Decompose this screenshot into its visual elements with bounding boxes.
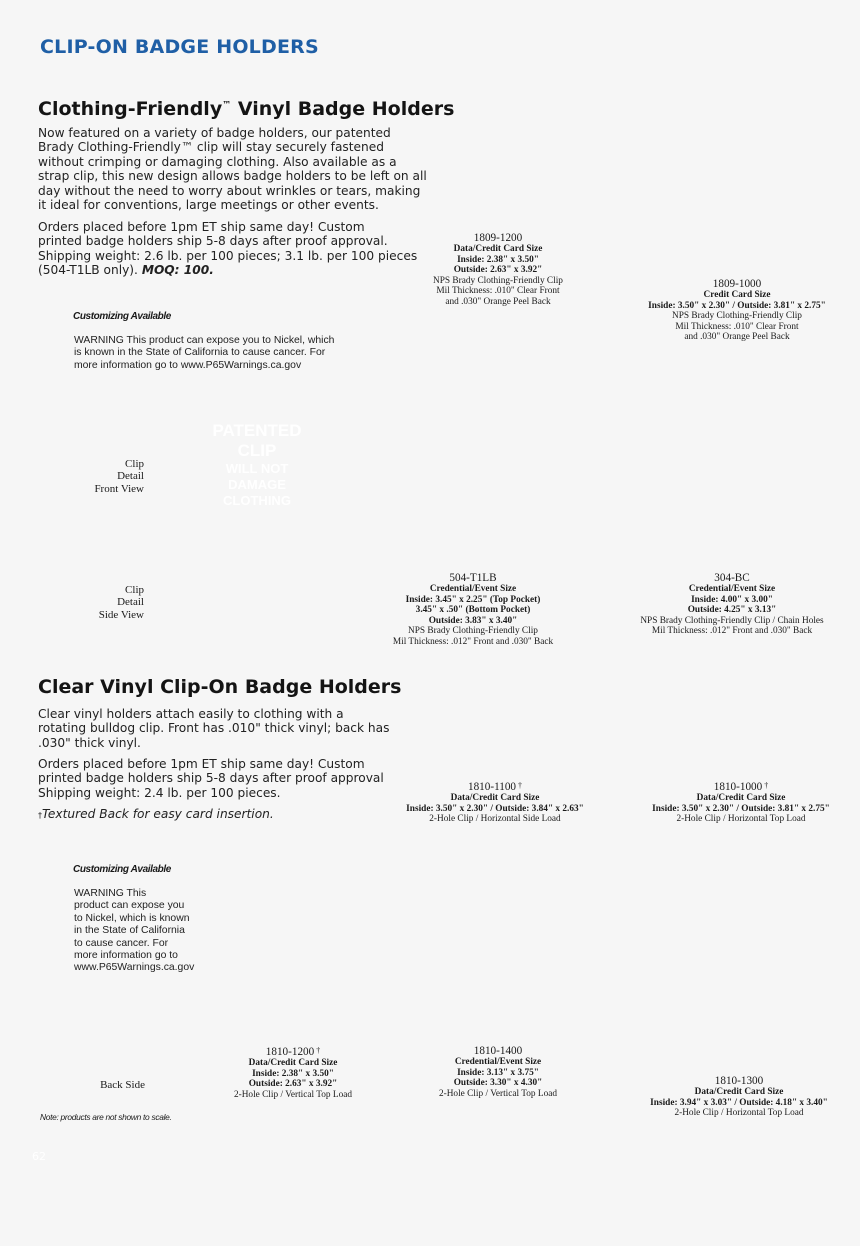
clear-vinyl-heading: Clear Vinyl Clip-On Badge Holders — [38, 676, 402, 698]
product-1810-1000: 1810-1000 † Data/Credit Card Size Inside: 3.50" x 2.30" / Outside: 3.81" x 2.75" 2-Hole Clip / Horizontal Top Load — [652, 781, 830, 825]
scale-note: Note: products are not shown to scale. — [40, 1112, 172, 1122]
clothing-friendly-heading: Clothing-Friendly™ Vinyl Badge Holders — [38, 98, 455, 120]
prop65-warning: WARNING This product can expose you to Nickel, which is known in the State of California to cause cancer. For more information go to www.P65Warnings.ca.gov — [74, 335, 335, 371]
product-1810-1200: 1810-1200 † Data/Credit Card Size Inside: 2.38" x 3.50" Outside: 2.63" x 3.92" 2-Hole Clip / Vertical Top Load — [233, 1046, 353, 1100]
clothing-friendly-description: Now featured on a variety of badge holders, our patented Brady Clothing-Friendly™ clip will stay securely fastened without crimping or damaging clothing. Also available as a strap clip, this new design allows badge holders to be left on all day without the need to worry about wrinkles or tears, making it ideal for conventions, large meetings or other events. — [38, 126, 427, 213]
clip-detail-front-label: Clip Detail Front View — [94, 458, 144, 495]
clear-vinyl-description: Clear vinyl holders attach easily to clothing with a rotating bulldog clip. Front has .010" thick vinyl; back has .030" thick vinyl. — [38, 707, 390, 750]
product-504-T1LB: 504-T1LB Credential/Event Size Inside: 3.45" x 2.25" (Top Pocket) 3.45" x .50" (Bottom Pocket) Outside: 3.83" x 3.40" NPS Brady Clothing-Friendly Clip Mil Thickness: .012" Front and .030" Back — [392, 572, 554, 647]
product-304-BC: 304-BC Credential/Event Size Inside: 4.00" x 3.00" Outside: 4.25" x 3.13" NPS Brady Clothing-Friendly Clip / Chain Holes Mil Thickness: .012" Front and .030" Back — [640, 572, 824, 637]
patented-clip-badge: PATENTED CLIP WILL NOT DAMAGE CLOTHING — [212, 421, 302, 508]
product-1809-1200: 1809-1200 Data/Credit Card Size Inside: 2.38" x 3.50" Outside: 2.63" x 3.92" NPS Brady Clothing-Friendly Clip Mil Thickness: .010" Clear Front and .030" Orange Peel Back — [433, 232, 563, 307]
product-1810-1300: 1810-1300 Data/Credit Card Size Inside: 3.94" x 3.03" / Outside: 4.18" x 3.40" 2-Hole Clip / Horizontal Top Load — [650, 1075, 828, 1119]
product-1809-1000: 1809-1000 Credit Card Size Inside: 3.50" x 2.30" / Outside: 3.81" x 2.75" NPS Brady Clothing-Friendly Clip Mil Thickness: .010" Clear Front and .030" Orange Peel Back — [648, 278, 826, 343]
customizing-available-label: Customizing Available — [73, 311, 171, 322]
page-section-title: CLIP-ON BADGE HOLDERS — [40, 36, 319, 58]
product-1810-1100: 1810-1100 † Data/Credit Card Size Inside: 3.50" x 2.30" / Outside: 3.84" x 2.63" 2-Hole Clip / Horizontal Side Load — [406, 781, 584, 825]
product-1810-1400: 1810-1400 Credential/Event Size Inside: 3.13" x 3.75" Outside: 3.30" x 4.30" 2-Hole Clip / Vertical Top Load — [438, 1045, 558, 1099]
textured-back-note: †Textured Back for easy card insertion. — [38, 807, 274, 821]
customizing-available-label-2: Customizing Available — [73, 864, 171, 875]
page-number: 62 — [32, 1150, 46, 1163]
clothing-friendly-shipping: Orders placed before 1pm ET ship same day! Custom printed badge holders ship 5-8 days after proof approval. Shipping weight: 2.6 lb. per 100 pieces; 3.1 lb. per 100 pieces (504-T1LB only). MOQ: 100. — [38, 220, 418, 278]
prop65-warning-2: WARNING This product can expose you to Nickel, which is known in the State of California to cause cancer. For more information go to www.P65Warnings.ca.gov — [74, 888, 195, 974]
clip-detail-side-label: Clip Detail Side View — [98, 584, 144, 621]
back-side-label: Back Side — [100, 1079, 145, 1091]
moq-label: MOQ: 100. — [141, 263, 214, 278]
clear-vinyl-shipping: Orders placed before 1pm ET ship same day! Custom printed badge holders ship 5-8 days after proof approval Shipping weight: 2.4 lb. per 100 pieces. — [38, 757, 384, 800]
